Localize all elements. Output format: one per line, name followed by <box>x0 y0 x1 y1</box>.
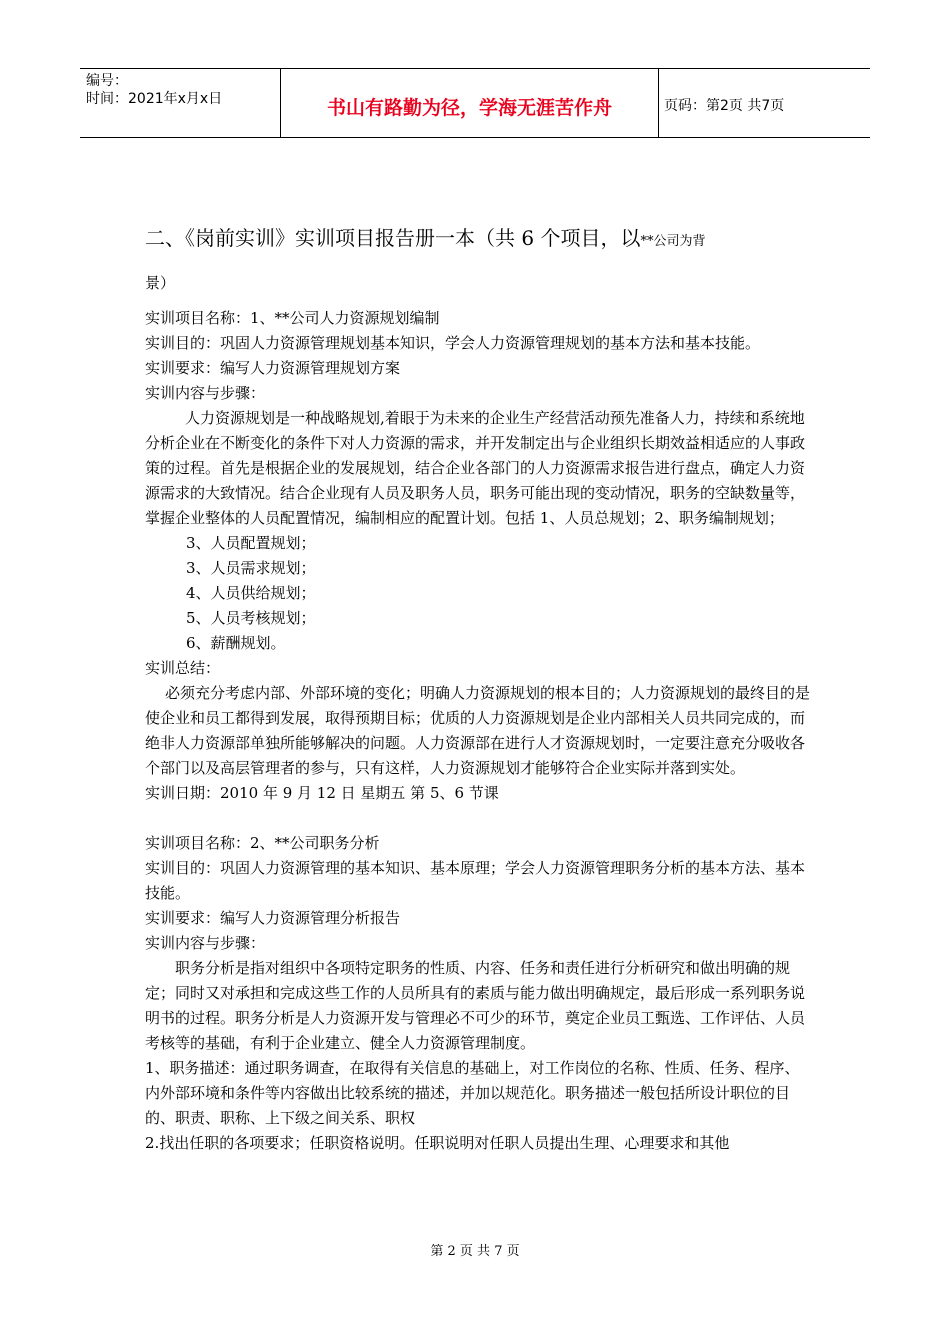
plan-item: 3、人员配置规划； <box>186 534 316 552</box>
header-divider <box>658 69 659 137</box>
project2-requirement: 实训要求：编写人力资源管理分析报告 <box>145 909 401 927</box>
project1-goal: 实训目的：巩固人力资源管理规划基本知识，学会人力资源管理规划的基本方法和基本技能。 <box>145 334 761 352</box>
project1-steps-label: 实训内容与步骤： <box>145 384 266 402</box>
header-meta <box>86 72 222 108</box>
section-title <box>145 222 835 251</box>
page-header <box>80 68 870 138</box>
section-title-main: 二、《岗前实训》实训项目报告册一本（共 6 个项目，以 <box>145 226 641 250</box>
project2-point2: 2.找出任职的各项要求；任职资格说明。任职说明对任职人员提出生理、心理要求和其他 <box>145 1134 730 1152</box>
number-label: 编号： <box>86 73 128 89</box>
header-page-number: 页码：第2页 共7页 <box>664 98 785 114</box>
project2-goal: 实训目的：巩固人力资源管理的基本知识、基本原理；学会人力资源管理职务分析的基本方法、基本技能。 <box>145 859 806 902</box>
section-title-small: **公司为背 <box>640 234 706 249</box>
plan-item: 3、人员需求规划； <box>186 559 316 577</box>
project1-date: 实训日期：2010 年 9 月 12 日 星期五 第 5、6 节课 <box>145 784 499 802</box>
section-title-cont: 景） <box>145 274 176 292</box>
project1-requirement: 实训要求：编写人力资源管理规划方案 <box>145 359 401 377</box>
project2-name: 实训项目名称：2、**公司职务分析 <box>145 834 380 852</box>
project1-summary-text: 必须充分考虑内部、外部环境的变化；明确人力资源规划的根本目的；人力资源规划的最终目的是使企业和员工都得到发展，取得预期目标；优质的人力资源规划是企业内部相关人员共同完成的，而绝非人力资源部单独所能够解决的问题。人力资源部在进行人才资源规划时，一定要注意充分吸收各个部门以及高层管理者的参与，只有这样，人力资源规划才能够符合企业实际并落到实处。 <box>145 684 811 777</box>
project1-summary-label: 实训总结： <box>145 659 221 677</box>
project1-name: 实训项目名称：1、**公司人力资源规划编制 <box>145 309 440 327</box>
plan-item: 5、人员考核规划； <box>186 609 316 627</box>
plan-item: 4、人员供给规划； <box>186 584 316 602</box>
date-label: 时间：2021年x月x日 <box>86 91 223 107</box>
project1-steps-text: 人力资源规划是一种战略规划,着眼于为未来的企业生产经营活动预先准备人力，持续和系统地分析企业在不断变化的条件下对人力资源的需求，并开发制定出与企业组织长期效益相适应的人事政策的过程。首先是根据企业的发展规划，结合企业各部门的人力资源需求报告进行盘点，确定人力资源需求的大致情况。结合企业现有人员及职务人员，职务可能出现的变动情况，职务的空缺数量等，掌握企业整体的人员配置情况，编制相应的配置计划。包括 1、人员总规划；2、职务编制规划； <box>145 409 806 527</box>
project2-steps-text: 职务分析是指对组织中各项特定职务的性质、内容、任务和责任进行分析研究和做出明确的规定；同时又对承担和完成这些工作的人员所具有的素质与能力做出明确规定，最后形成一系列职务说明书的过程。职务分析是人力资源开发与管理必不可少的环节，奠定企业员工甄选、工作评估、人员考核等的基础，有利于企业建立、健全人力资源管理制度。 <box>145 959 806 1052</box>
plan-item: 6、薪酬规划。 <box>186 634 286 652</box>
document-body <box>145 306 810 1156</box>
project2-steps-label: 实训内容与步骤： <box>145 934 266 952</box>
page-footer: 第 2 页 共 7 页 <box>430 1244 520 1259</box>
project2-point1: 1、职务描述：通过职务调查，在取得有关信息的基础上，对工作岗位的名称、性质、任务、程序、内外部环境和条件等内容做出比较系统的描述，并加以规范化。职务描述一般包括所设计职位的目的、职责、职称、上下级之间关系、职权 <box>145 1059 800 1127</box>
header-motto: 书山有路勤为径，学海无涯苦作舟 <box>326 97 612 119</box>
